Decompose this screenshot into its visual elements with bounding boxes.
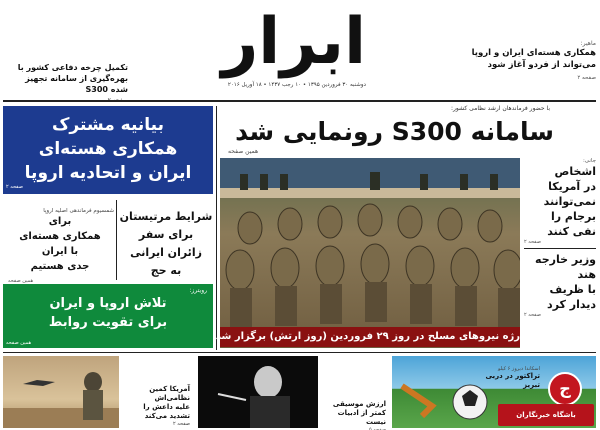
right-story-1-line: اشخاص bbox=[554, 165, 596, 178]
bottom-story-1-page: صفحه ۲ bbox=[173, 421, 190, 427]
bottom-divider bbox=[3, 352, 596, 353]
right-column-divider bbox=[524, 248, 596, 249]
right-story-2-line: دیدار کرد bbox=[547, 298, 596, 311]
green-feature-box[interactable] bbox=[3, 284, 213, 348]
right-story-2-line: وزیر خارجه bbox=[535, 253, 596, 266]
green-box-page: همین صفحه bbox=[6, 340, 32, 346]
right-story-1-line: در آمریکا bbox=[548, 180, 596, 193]
story-nuclear-line: با ایران bbox=[41, 246, 79, 257]
story-hajj-line: شرایط مرتیستان bbox=[119, 210, 213, 223]
blue-box-page: صفحه ۲ bbox=[6, 184, 23, 190]
story-hajj-line: به حج bbox=[150, 264, 182, 277]
lead-photo[interactable] bbox=[220, 158, 520, 348]
lead-headline[interactable]: سامانه S300 رونمایی شد bbox=[235, 117, 554, 146]
right-story-2-page: صفحه ۲ bbox=[524, 312, 541, 318]
masthead-logo: ابرار bbox=[221, 5, 366, 79]
bottom-story-1-line: آمریکا کمین نظامی‌اش bbox=[149, 385, 190, 402]
bottom-story-3[interactable] bbox=[470, 366, 540, 390]
bottom-story-2[interactable] bbox=[322, 400, 386, 430]
right-story-1-line: نفی کنند bbox=[547, 225, 596, 238]
green-box-line-2: برای تقویت روابط bbox=[48, 315, 168, 330]
right-story-1-page: صفحه ۲ bbox=[524, 239, 541, 245]
story-nuclear-line: جدی هستیم bbox=[30, 261, 90, 272]
lead-note: با حضور فرماندهان ارشد نظامی کشور: bbox=[451, 105, 550, 112]
right-story-2-line: هند bbox=[577, 268, 596, 281]
blue-box-line-2: همکاری هسته‌ای bbox=[38, 139, 178, 159]
top-left-promo[interactable] bbox=[8, 62, 128, 105]
photo-caption: رژه نیروهای مسلح در روز ۲۹ فروردین (روز ارتش) برگزار شد bbox=[220, 327, 520, 347]
right-story-2[interactable] bbox=[524, 252, 596, 318]
right-column bbox=[524, 158, 596, 318]
bottom-story-1-line: علیه داعش را bbox=[143, 403, 190, 411]
soldier-photo[interactable] bbox=[3, 356, 119, 428]
right-story-1-line: نمی‌توانند bbox=[543, 195, 596, 208]
parade-photo-illustration bbox=[220, 158, 520, 348]
bottom-story-1[interactable] bbox=[118, 385, 190, 427]
date-line: دوشنبه ۳۰ فروردین ۱۳۹۵ • ۱۰ رجب ۱۴۳۷ • ۱۸ آوریل ۲۰۱۶ bbox=[227, 82, 366, 88]
soldier-illustration bbox=[3, 356, 119, 428]
right-story-2-line: با ظریف bbox=[549, 283, 596, 296]
story-nuclear-line: همکاری هسته‌ای bbox=[19, 231, 101, 242]
green-box-kicker: رویترز: bbox=[189, 287, 207, 294]
mid-divider bbox=[116, 200, 117, 280]
top-right-page: صفحه ۲ bbox=[577, 75, 596, 81]
musician-illustration bbox=[198, 356, 318, 428]
top-left-headline[interactable]: تکمیل چرخه دفاعی کشور با بهره‌گیری از سامانه تجهیز شده S300 bbox=[17, 63, 128, 94]
green-box-line-1: تلاش اروپا و ایران bbox=[49, 296, 167, 311]
story-hajj-line: برای سفر bbox=[138, 228, 194, 241]
story-nuclear-page: همین صفحه bbox=[8, 278, 34, 284]
story-nuclear-kicker: شمسیوم فرماندهی اصلیه اروپا bbox=[43, 208, 114, 214]
story-nuclear-line: برای bbox=[48, 216, 72, 227]
right-story-1-kicker: جانی: bbox=[582, 158, 596, 164]
masthead-divider bbox=[3, 100, 596, 102]
bottom-story-2-page: صفحه ۵ bbox=[369, 427, 386, 430]
story-nuclear-cooperation[interactable] bbox=[6, 208, 114, 274]
blue-box-line-1: بیانیه مشترک bbox=[51, 115, 164, 135]
bottom-story-1-line: تشدید می‌کند bbox=[144, 412, 190, 420]
right-story-1-line: برجام را bbox=[550, 210, 596, 223]
blue-feature-box[interactable] bbox=[3, 106, 213, 194]
bottom-story-3-line: تراکتور در دربی bbox=[485, 372, 540, 380]
source-badge[interactable]: باشگاه خبرنگاران bbox=[498, 404, 594, 426]
column-divider bbox=[216, 106, 217, 350]
lead-page: همین صفحه bbox=[228, 148, 259, 155]
story-hajj[interactable] bbox=[118, 208, 214, 280]
top-right-promo[interactable] bbox=[470, 40, 596, 81]
musician-photo[interactable] bbox=[198, 356, 318, 428]
top-right-kicker: ماهیر: bbox=[580, 40, 596, 47]
bottom-story-2-line: کمتر از ادبیات bbox=[337, 409, 386, 417]
ycn-logo-icon: ج bbox=[548, 372, 582, 406]
bottom-story-3-line: تبریز bbox=[523, 381, 540, 389]
right-story-1[interactable] bbox=[524, 158, 596, 245]
top-right-headline[interactable]: همکاری هسته‌ای ایران و اروپا می‌تواند از فردو آغاز شود bbox=[471, 48, 596, 70]
bottom-story-3-kicker: اسکاندا دیروز ۶ کیلو bbox=[497, 366, 540, 372]
bottom-story-2-line: ارزش موسیقی bbox=[332, 400, 386, 408]
blue-box-line-3: ایران و اتحادیه اروپا bbox=[24, 163, 192, 183]
story-hajj-line: زائران ایرانی bbox=[130, 246, 202, 259]
bottom-story-2-line: نیست bbox=[365, 418, 386, 426]
